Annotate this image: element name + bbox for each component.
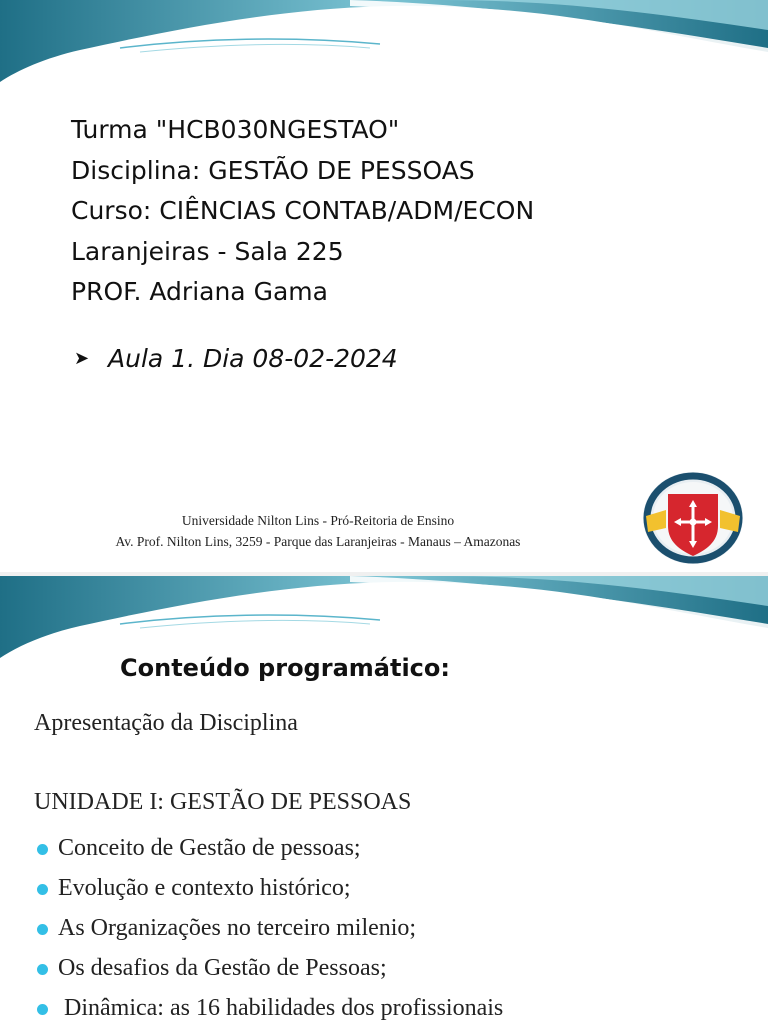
round-bullet-icon: [37, 964, 48, 975]
slide-title-block: [71, 110, 534, 313]
lesson-date-text: Aula 1. Dia 08-02-2024: [108, 344, 398, 373]
wave-header-decoration: [0, 576, 768, 666]
course-line: Curso: CIÊNCIAS CONTAB/ADM/ECON: [71, 196, 535, 225]
university-footer: [38, 510, 598, 552]
list-item-text: Evolução e contexto histórico;: [58, 875, 351, 901]
list-item: [36, 988, 503, 1024]
list-item-text: As Organizações no terceiro milenio;: [58, 915, 417, 941]
room-line: Laranjeiras - Sala 225: [71, 236, 344, 266]
wave-header-decoration: [0, 0, 768, 90]
topic-list: [36, 828, 503, 1024]
list-item-text: Os desafios da Gestão de Pessoas;: [58, 955, 387, 981]
list-item-text: Conceito de Gestão de pessoas;: [58, 835, 361, 861]
list-item: [36, 828, 503, 868]
slide-2: [0, 576, 768, 1024]
arrow-bullet-icon: ➤: [74, 348, 90, 369]
round-bullet-icon: [37, 1004, 48, 1015]
round-bullet-icon: [37, 844, 48, 855]
content-heading: Conteúdo programático:: [120, 654, 450, 682]
discipline-line: Disciplina: GESTÃO DE PESSOAS: [71, 155, 475, 185]
university-crest-logo: [638, 466, 748, 566]
footer-address-line: Av. Prof. Nilton Lins, 3259 - Parque das Laranjeiras - Manaus – Amazonas: [115, 534, 521, 549]
list-item: [36, 868, 503, 908]
footer-university-line: Universidade Nilton Lins - Pró-Reitoria de Ensino: [181, 513, 455, 528]
list-item-text: Dinâmica: as 16 habilidades dos profissionais: [58, 995, 504, 1021]
lesson-date-item: [74, 344, 398, 373]
presentation-line: Apresentação da Disciplina: [34, 710, 298, 736]
list-item: [36, 948, 503, 988]
class-code-line: Turma "HCB030NGESTAO": [71, 115, 400, 144]
round-bullet-icon: [37, 884, 48, 895]
list-item: [36, 908, 503, 948]
round-bullet-icon: [37, 924, 48, 935]
professor-line: PROF. Adriana Gama: [71, 277, 328, 306]
unit-title: UNIDADE I: GESTÃO DE PESSOAS: [34, 789, 412, 815]
